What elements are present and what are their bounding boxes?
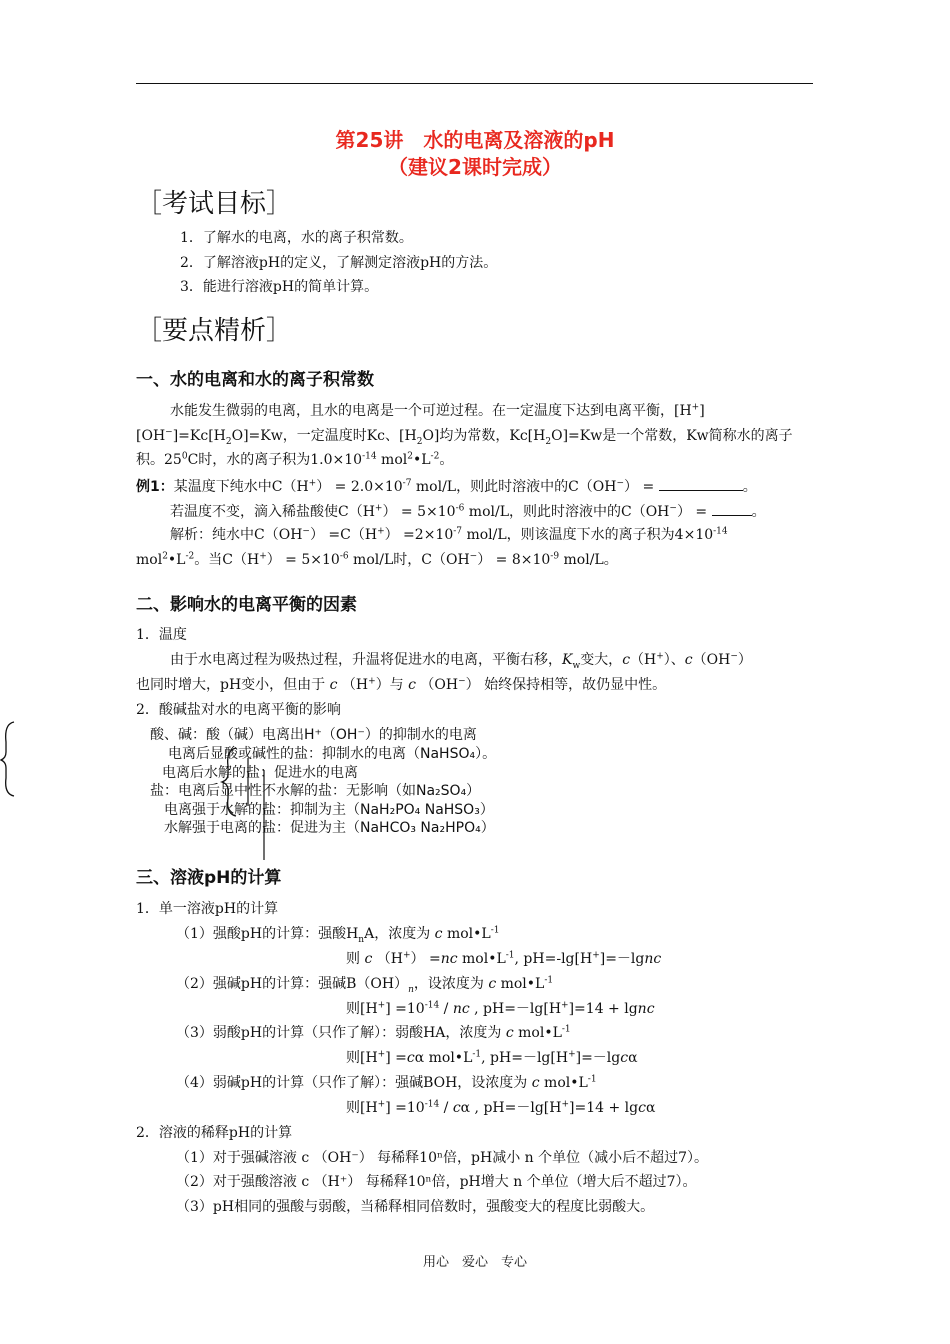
- calc-line: （2）强碱pH的计算：强碱$B(OH)_n$，设浓度为 c $mol•L^{-1}$: [176, 975, 554, 995]
- section-key-points: ［要点精析］: [136, 316, 293, 346]
- paragraph-line: 由于水电离过程为吸热过程，升温将促进水的电离，平衡右移，$K_w$变大，c（H+）、c（OH−）: [170, 651, 752, 671]
- page-subtitle: （建议2课时完成）: [388, 155, 562, 179]
- example-1: 例1：某温度下纯水中$C(H^+) = 2.0\times 10^{-7}$ mol/L，则此时溶液中的C（OH−） = 。: [136, 478, 757, 495]
- paragraph-line: 积。$25^0C$时，水的离子积为$1.0\times 10^{-14}$ $mol^2•L^{-2}$。: [136, 451, 454, 468]
- goal-item: 1．了解水的电离，水的离子积常数。: [180, 230, 413, 246]
- calc-dilution: 2．溶液的稀释pH的计算: [136, 1125, 293, 1141]
- goal-item: 2．了解溶液pH的定义，了解测定溶液pH的方法。: [180, 255, 498, 271]
- dilution-line: （3）pH相同的强酸与弱酸，当稀释相同倍数时，强酸变大的程度比弱酸大。: [176, 1199, 655, 1215]
- paragraph-line: $[OH^-]=Kc[H_2O]=Kw$，一定温度时Kc、$[H_2O]$均为常数，$Kc[H_2O]=Kw$是一个常数，Kw简称水的离子: [136, 427, 793, 447]
- heading-water-ionization: 一、水的电离和水的离子积常数: [136, 370, 374, 390]
- page-footer: 用心 爱心 专心: [422, 1255, 527, 1270]
- heading-ph-calculation: 三、溶液pH的计算: [136, 868, 282, 888]
- calc-single-solution: 1．单一溶液pH的计算: [136, 901, 279, 917]
- calc-line: （1）强酸pH的计算：强酸$H_nA$，浓度为 c $mol•L^{-1}$: [176, 925, 500, 945]
- example-1-solution: 解析：纯水中$C(OH^-) =C(H^+) =2\times 10^{-7}$ mol/L，则该温度下水的离子积为$4\times 10^{-14}$: [170, 526, 728, 543]
- goal-item: 3．能进行溶液pH的简单计算。: [180, 279, 379, 295]
- diagram-line: 电离后显酸或碱性的盐：抑制水的电离（NaHSO₄）。: [168, 746, 497, 762]
- example-1-solution: $mol^2•L^{-2}$。当$C(H^+) = 5\times 10^{-6}$ mol/L时，$C(OH^-) = 8\times 10^{-9}$ mol/L。: [136, 551, 618, 568]
- calc-line: 则[H+] =cα $mol•L^{-1}$, pH=－lg[H+]=－lgcα: [346, 1049, 638, 1066]
- diagram-line: 酸、碱：酸（碱）电离出H⁺（OH⁻）的抑制水的电离: [150, 727, 477, 743]
- diagram-line: 电离强于水解的盐：抑制为主（NaH₂PO₄ NaHSO₃）: [164, 802, 494, 818]
- diagram-line: 盐：电离后显中性不水解的盐：无影响（如Na₂SO₄）: [150, 783, 481, 799]
- calc-line: （4）弱碱pH的计算（只作了解）：强碱BOH，设浓度为 c $mol•L^{-1}$: [176, 1074, 597, 1091]
- heading-factors: 二、影响水的电离平衡的因素: [136, 595, 357, 615]
- diagram-line: 水解强于电离的盐：促进为主（NaHCO₃ Na₂HPO₄）: [164, 820, 495, 836]
- diagram-line: 电离后水解的盐：促进水的电离: [162, 765, 358, 781]
- header-rule: [136, 83, 813, 84]
- factor-acid-base-salt: 2．酸碱盐对水的电离平衡的影响: [136, 702, 341, 718]
- dilution-line: （2）对于强酸溶液 c （H⁺） 每稀释10ⁿ倍，pH增大 n 个单位（增大后不超过7）。: [176, 1174, 697, 1190]
- section-exam-goals: ［考试目标］: [136, 189, 293, 219]
- calc-line: 则 c （H+） =nc $mol•L^{-1}$, pH=-lg[H+]=－lgnc: [346, 950, 662, 967]
- example-1-line: 若温度不变，滴入稀盐酸使$C(H^+) = 5\times 10^{-6}$ mol/L，则此时溶液中的C（OH−） = 。: [170, 503, 766, 520]
- page-title: 第25讲 水的电离及溶液的pH: [335, 128, 615, 152]
- calc-line: 则$[H^+] =10^{-14}$ / nc , pH=－lg[H+]=14 + lgnc: [346, 1000, 655, 1017]
- calc-line: （3）弱酸pH的计算（只作了解）：弱酸HA，浓度为 c $mol•L^{-1}$: [176, 1024, 571, 1041]
- dilution-line: （1）对于强碱溶液 c （OH⁻） 每稀释10ⁿ倍，pH减小 n 个单位（减小后不超过7）。: [176, 1150, 709, 1166]
- paragraph-line: 水能发生微弱的电离，且水的电离是一个可逆过程。在一定温度下达到电离平衡，[H+]: [170, 402, 705, 419]
- factor-temperature: 1．温度: [136, 627, 187, 643]
- calc-line: 则$[H^+] =10^{-14} / c\alpha$ , pH=－lg[H+]=14 + lgcα: [346, 1099, 656, 1116]
- paragraph-line: 也同时增大，pH变小，但由于 c （H+）与 c （OH−） 始终保持相等，故仍显中性。: [136, 676, 667, 693]
